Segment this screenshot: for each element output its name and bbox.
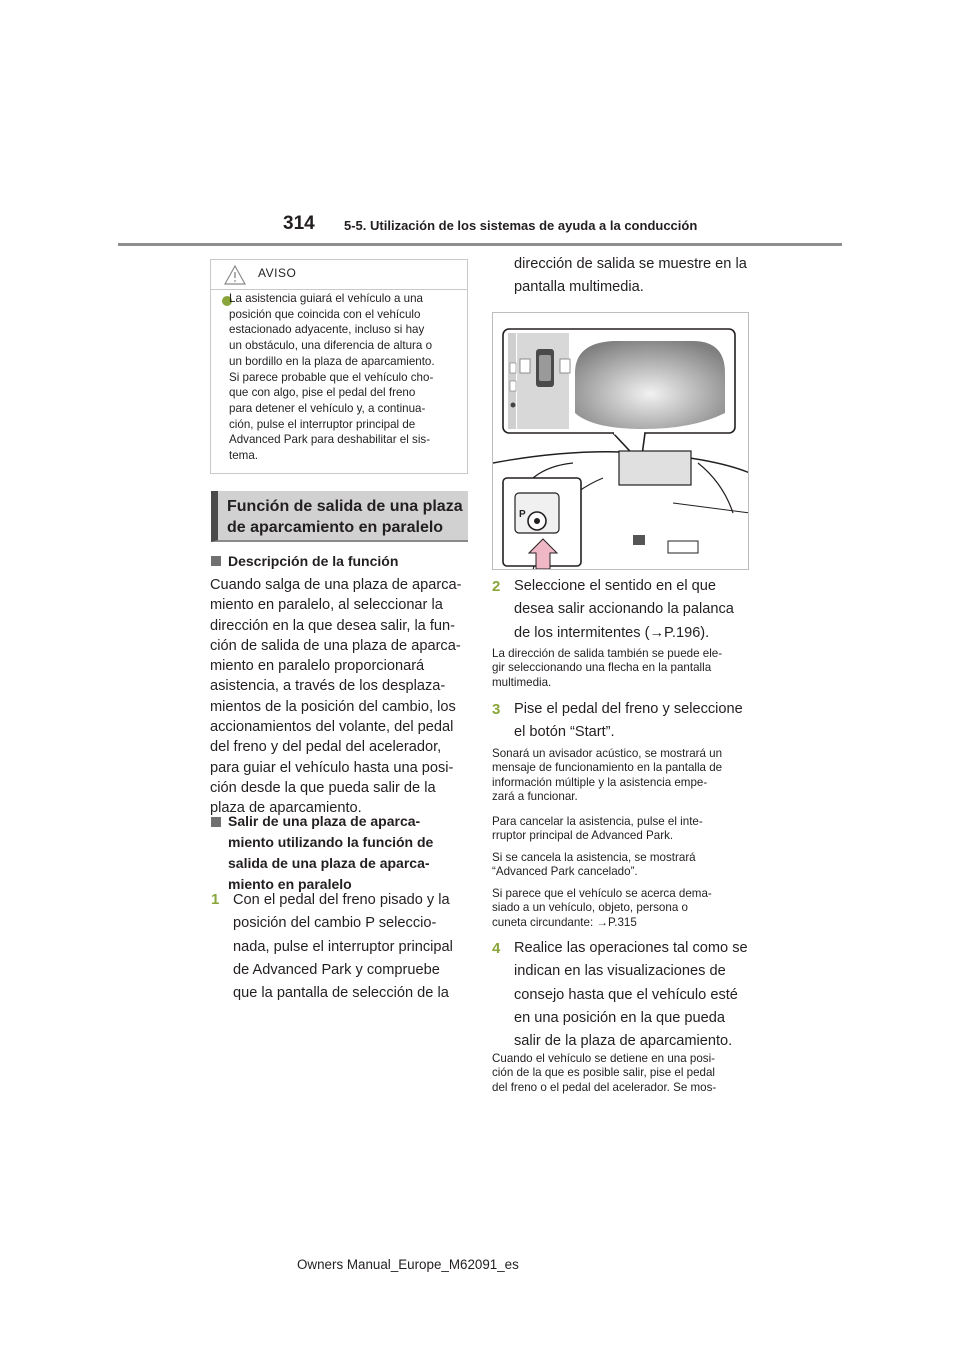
section-heading-box — [211, 491, 468, 542]
step-number: 1 — [211, 891, 220, 908]
warning-label: AVISO — [258, 266, 297, 280]
step-3-note-b: Para cancelar la asistencia, pulse el inte- rruptor principal de Advanced Park. — [492, 815, 703, 843]
step-1-text: Con el pedal del freno pisado y la posición del cambio P seleccio- nada, pulse el interruptor principal de Advanced Park y compruebe que la pantalla de selección de la — [233, 892, 453, 1002]
step-3-note-c: Si se cancela la asistencia, se mostrará “Advanced Park cancelado”. — [492, 851, 696, 879]
step-4-text: Realice las operaciones tal como se indican en las visualizaciones de consejo hasta que el vehículo esté en una posición en la que pueda salir de la plaza de aparcamiento. — [514, 940, 748, 1050]
warning-triangle-icon — [224, 265, 246, 285]
step-3-note-d: Si parece que el vehículo se acerca dema- siado a un vehículo, objeto, persona o cuneta circundante: →P.315 — [492, 887, 712, 929]
step-1-continued: dirección de salida se muestre en la pantalla multimedia. — [514, 256, 747, 296]
dashboard-illustration — [492, 312, 749, 570]
step-3-note-a: Sonará un avisador acústico, se mostrará un mensaje de funcionamiento en la pantalla de información múltiple y la asistencia empe- zará a funcionar. — [492, 747, 723, 804]
step-2-note: La dirección de salida también se puede ele- gir seleccionando una flecha en la pantalla multimedia. — [492, 647, 723, 689]
subheading-procedure: Salir de una plaza de aparca- miento utilizando la función de salida de una plaza de aparca- miento en paralelo — [228, 813, 434, 892]
warning-text: La asistencia guiará el vehículo a una posición que coincida con el vehículo estacionado adyacente, incluso si hay un obstáculo, una diferencia de altura o un bordillo en la plaza de aparcamiento. Si parece probable que el vehículo cho- que con algo, pise el pedal del freno para detener el vehículo y, a continua- ción, pulse el interruptor principal de Advanced Park para deshabilitar el sis- tema. — [229, 292, 435, 463]
square-bullet-icon — [211, 556, 221, 566]
footer: Owners Manual_Europe_M62091_es — [297, 1257, 519, 1272]
step-number: 3 — [492, 701, 501, 718]
switch-label: P — [519, 509, 526, 520]
warning-header — [211, 260, 467, 290]
square-bullet-icon — [211, 817, 221, 827]
warning-box — [210, 259, 468, 474]
dashboard-drawing — [493, 313, 749, 570]
step-4-note: Cuando el vehículo se detiene en una posi- ción de la que es posible salir, pise el pedal del freno o el pedal del acelerador. Se mos- — [492, 1052, 717, 1094]
step-number: 2 — [492, 578, 501, 595]
step-number: 4 — [492, 940, 501, 957]
description-paragraph: Cuando salga de una plaza de aparca- miento en paralelo, al seleccionar la dirección en la que desea salir, la fun- ción de salida de una plaza de aparca- miento en paralelo proporcionará asistencia, a través de los desplaza- mientos de la posición del cambio, los accionamientos del volante, del pedal del freno y del pedal del acelerador, para guiar el vehículo hasta una posi- ción desde la que pueda salir de la plaza de aparcamiento. — [210, 577, 462, 817]
page-number: 314 — [283, 213, 315, 234]
header-rule — [118, 243, 842, 246]
section-title: 5-5. Utilización de los sistemas de ayuda a la conducción — [344, 218, 698, 233]
step-2-text: Seleccione el sentido en el que desea salir accionando la palanca de los intermitentes (→P.196). — [514, 578, 734, 641]
step-3-text: Pise el pedal del freno y seleccione el botón “Start”. — [514, 701, 743, 741]
section-heading: Función de salida de una plaza de aparcamiento en paralelo — [227, 498, 463, 536]
subheading-description: Descripción de la función — [228, 553, 399, 569]
